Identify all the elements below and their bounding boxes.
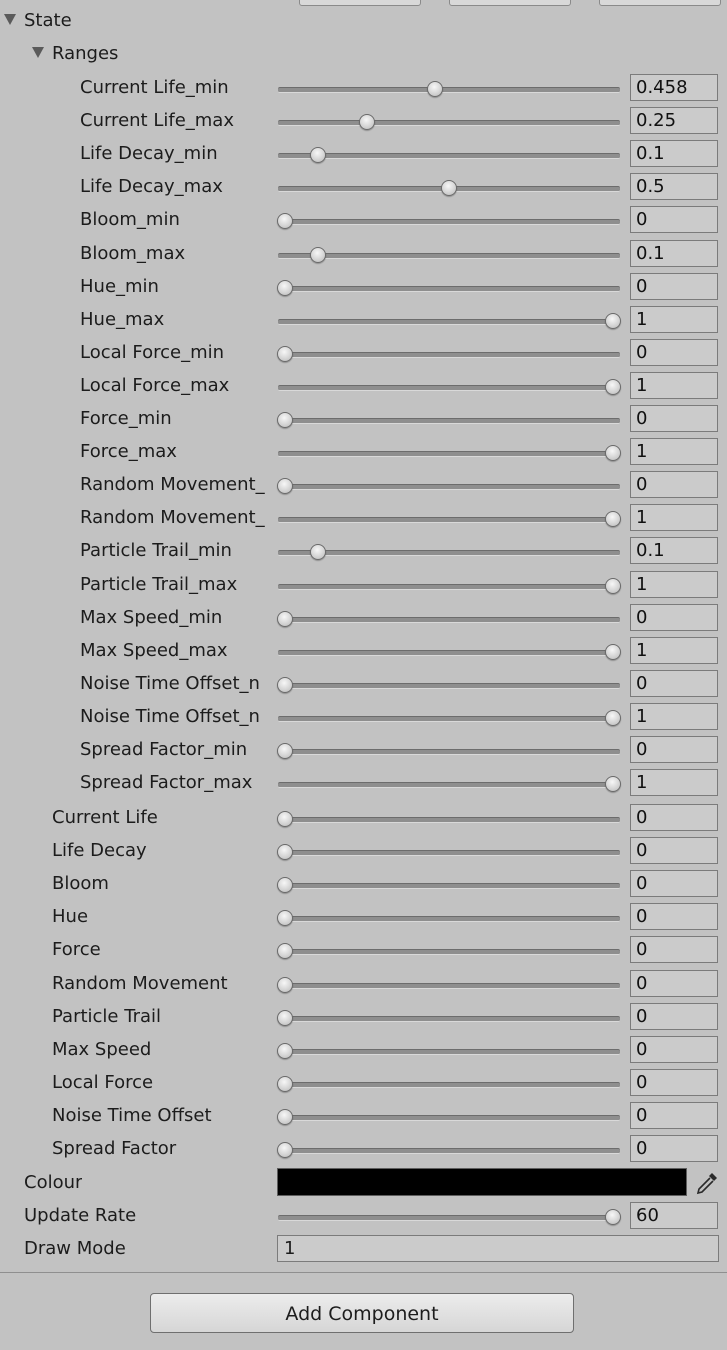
- value-item-slider-knob[interactable]: [277, 1010, 293, 1026]
- value-item-label: Random Movement: [52, 972, 228, 994]
- value-item-slider-knob[interactable]: [277, 1142, 293, 1158]
- range-item-label: Hue_max: [80, 308, 165, 330]
- range-item-field[interactable]: 1: [630, 372, 718, 399]
- value-item-slider-knob[interactable]: [277, 811, 293, 827]
- range-item-slider-knob[interactable]: [441, 180, 457, 196]
- range-item-row: [0, 105, 727, 138]
- value-item-slider-knob[interactable]: [277, 1043, 293, 1059]
- range-item-row: [0, 701, 727, 734]
- range-item-slider-knob[interactable]: [605, 313, 621, 329]
- value-item-row: [0, 901, 727, 934]
- value-item-slider-track[interactable]: [278, 817, 620, 823]
- range-item-field[interactable]: 0: [630, 670, 718, 697]
- range-item-slider-knob[interactable]: [277, 478, 293, 494]
- range-item-slider-track[interactable]: [278, 517, 620, 523]
- range-item-field[interactable]: 0.25: [630, 107, 718, 134]
- range-item-label: Max Speed_max: [80, 639, 228, 661]
- range-item-label: Noise Time Offset_n: [80, 672, 260, 694]
- range-item-slider-knob[interactable]: [605, 379, 621, 395]
- range-item-slider-track[interactable]: [278, 550, 620, 556]
- value-item-label: Local Force: [52, 1071, 154, 1093]
- value-item-slider-track[interactable]: [278, 1115, 620, 1121]
- eyedropper-icon[interactable]: [694, 1170, 720, 1196]
- range-item-label: Noise Time Offset_n: [80, 705, 260, 727]
- range-item-field[interactable]: 0: [630, 736, 718, 763]
- range-item-slider-track[interactable]: [278, 87, 620, 93]
- range-item-slider-track[interactable]: [278, 319, 620, 325]
- range-item-row: [0, 602, 727, 635]
- range-item-row: [0, 635, 727, 668]
- value-item-row: [0, 1034, 727, 1067]
- value-item-slider-track[interactable]: [278, 883, 620, 889]
- range-item-row: [0, 767, 727, 800]
- range-item-row: [0, 668, 727, 701]
- value-item-slider-track[interactable]: [278, 850, 620, 856]
- value-item-slider-knob[interactable]: [277, 877, 293, 893]
- range-item-field[interactable]: 1: [630, 504, 718, 531]
- range-item-slider-track[interactable]: [278, 782, 620, 788]
- range-item-slider-knob[interactable]: [605, 578, 621, 594]
- value-item-slider-knob[interactable]: [277, 943, 293, 959]
- range-item-field[interactable]: 1: [630, 306, 718, 333]
- range-item-label: Random Movement_: [80, 474, 265, 496]
- draw-mode-field[interactable]: 1: [277, 1235, 719, 1262]
- range-item-row: [0, 469, 727, 502]
- value-item-field[interactable]: 0: [630, 804, 718, 831]
- range-item-slider-track[interactable]: [278, 683, 620, 689]
- range-item-row: [0, 72, 727, 105]
- update-rate-label: Update Rate: [24, 1205, 137, 1226]
- range-item-slider-knob[interactable]: [277, 412, 293, 428]
- value-item-row: [0, 934, 727, 967]
- value-item-row: [0, 1100, 727, 1133]
- foldout-arrow-icon[interactable]: [4, 14, 16, 25]
- range-item-row: [0, 238, 727, 271]
- range-item-field[interactable]: 0.1: [630, 537, 718, 564]
- range-item-row: [0, 403, 727, 436]
- update-rate-slider-knob[interactable]: [605, 1209, 621, 1225]
- range-item-label: Current Life_min: [80, 77, 229, 98]
- range-item-slider-track[interactable]: [278, 617, 620, 623]
- range-item-row: [0, 337, 727, 370]
- colour-row: [0, 1167, 727, 1200]
- range-item-label: Force_min: [80, 408, 172, 429]
- range-item-row: [0, 370, 727, 403]
- value-item-row: [0, 868, 727, 901]
- range-item-slider-knob[interactable]: [310, 544, 326, 560]
- range-item-slider-track[interactable]: [278, 219, 620, 225]
- range-item-label: Particle Trail_min: [80, 540, 232, 562]
- range-item-slider-track[interactable]: [278, 253, 620, 259]
- draw-mode-label: Draw Mode: [24, 1238, 126, 1259]
- range-item-slider-knob[interactable]: [310, 247, 326, 263]
- add-component-button[interactable]: Add Component: [150, 1293, 574, 1333]
- range-item-field[interactable]: 0.1: [630, 240, 718, 267]
- value-item-slider-track[interactable]: [278, 916, 620, 922]
- value-item-row: [0, 1067, 727, 1100]
- range-item-label: Force_max: [80, 441, 177, 463]
- value-item-row: [0, 1133, 727, 1166]
- range-item-slider-knob[interactable]: [277, 677, 293, 693]
- range-item-field[interactable]: 1: [630, 769, 718, 796]
- range-item-slider-track[interactable]: [278, 584, 620, 590]
- range-item-slider-track[interactable]: [278, 650, 620, 656]
- range-item-label: Random Movement_: [80, 507, 265, 529]
- range-item-label: Bloom_min: [80, 209, 180, 231]
- range-item-slider-knob[interactable]: [605, 445, 621, 461]
- range-item-slider-knob[interactable]: [277, 213, 293, 229]
- value-item-row: [0, 968, 727, 1001]
- value-item-field[interactable]: 0: [630, 936, 718, 963]
- range-item-slider-track[interactable]: [278, 385, 620, 391]
- state-label: State: [24, 10, 72, 31]
- range-item-field[interactable]: 1: [630, 637, 718, 664]
- range-item-slider-track[interactable]: [278, 286, 620, 292]
- value-item-label: Noise Time Offset: [52, 1104, 212, 1126]
- value-item-label: Bloom: [52, 873, 109, 895]
- range-item-slider-track[interactable]: [278, 716, 620, 722]
- range-item-slider-knob[interactable]: [359, 114, 375, 130]
- range-item-label: Local Force_min: [80, 341, 225, 363]
- value-item-slider-track[interactable]: [278, 983, 620, 989]
- range-item-field[interactable]: 0: [630, 339, 718, 366]
- value-item-row: [0, 802, 727, 835]
- range-item-field[interactable]: 1: [630, 703, 718, 730]
- range-item-slider-knob[interactable]: [605, 644, 621, 660]
- value-item-row: [0, 1001, 727, 1034]
- value-item-slider-knob[interactable]: [277, 1109, 293, 1125]
- update-rate-field[interactable]: 60: [630, 1202, 718, 1229]
- range-item-slider-knob[interactable]: [605, 511, 621, 527]
- range-item-field[interactable]: 0: [630, 604, 718, 631]
- value-item-field[interactable]: 0: [630, 970, 718, 997]
- range-item-label: Bloom_max: [80, 242, 186, 264]
- ranges-foldout[interactable]: [0, 38, 727, 71]
- range-item-row: [0, 436, 727, 469]
- range-item-slider-knob[interactable]: [277, 280, 293, 296]
- range-item-label: Spread Factor_min: [80, 739, 248, 760]
- range-item-label: Current Life_max: [80, 110, 234, 132]
- value-item-field[interactable]: 0: [630, 1003, 718, 1030]
- value-item-label: Hue: [52, 906, 89, 928]
- range-item-field[interactable]: 1: [630, 438, 718, 465]
- range-item-row: [0, 734, 727, 767]
- value-item-label: Force: [52, 939, 101, 961]
- range-item-row: [0, 502, 727, 535]
- value-item-field[interactable]: 0: [630, 903, 718, 930]
- range-item-label: Local Force_max: [80, 374, 230, 396]
- range-item-field[interactable]: 0: [630, 471, 718, 498]
- range-item-slider-track[interactable]: [278, 120, 620, 126]
- value-item-field[interactable]: 0: [630, 870, 718, 897]
- range-item-label: Spread Factor_max: [80, 772, 253, 794]
- draw-mode-row: [0, 1233, 727, 1266]
- range-item-label: Life Decay_min: [80, 143, 218, 165]
- value-item-slider-track[interactable]: [278, 1016, 620, 1022]
- range-item-row: [0, 171, 727, 204]
- range-item-field[interactable]: 0.5: [630, 173, 718, 200]
- ranges-label: Ranges: [52, 43, 119, 64]
- range-item-slider-knob[interactable]: [277, 346, 293, 362]
- range-item-slider-knob[interactable]: [427, 81, 443, 97]
- range-item-slider-track[interactable]: [278, 352, 620, 358]
- value-item-label: Particle Trail: [52, 1005, 162, 1027]
- colour-label: Colour: [24, 1172, 83, 1193]
- range-item-label: Max Speed_min: [80, 606, 223, 628]
- range-item-label: Hue_min: [80, 275, 159, 297]
- range-item-slider-knob[interactable]: [310, 147, 326, 163]
- range-item-row: [0, 204, 727, 237]
- range-item-slider-track[interactable]: [278, 484, 620, 490]
- range-item-slider-track[interactable]: [278, 749, 620, 755]
- value-item-slider-knob[interactable]: [277, 1076, 293, 1092]
- value-item-field[interactable]: 0: [630, 1102, 718, 1129]
- value-item-label: Max Speed: [52, 1038, 152, 1060]
- value-item-slider-track[interactable]: [278, 1082, 620, 1088]
- range-item-field[interactable]: 0: [630, 273, 718, 300]
- range-item-label: Life Decay_max: [80, 176, 223, 198]
- value-item-label: Spread Factor: [52, 1138, 177, 1159]
- range-item-slider-knob[interactable]: [277, 611, 293, 627]
- range-item-field[interactable]: 0: [630, 206, 718, 233]
- range-item-row: [0, 535, 727, 568]
- update-rate-slider-track[interactable]: [278, 1215, 620, 1221]
- value-item-label: Life Decay: [52, 840, 147, 862]
- colour-swatch[interactable]: [277, 1168, 687, 1196]
- value-item-slider-track[interactable]: [278, 1148, 620, 1154]
- value-item-slider-knob[interactable]: [277, 844, 293, 860]
- value-item-field[interactable]: 0: [630, 837, 718, 864]
- range-item-field[interactable]: 1: [630, 571, 718, 598]
- range-item-slider-track[interactable]: [278, 153, 620, 159]
- value-item-slider-knob[interactable]: [277, 910, 293, 926]
- value-item-label: Current Life: [52, 807, 158, 828]
- range-item-field[interactable]: 0.458: [630, 74, 718, 101]
- update-rate-row: [0, 1200, 727, 1233]
- range-item-row: [0, 569, 727, 602]
- range-item-row: [0, 138, 727, 171]
- range-item-row: [0, 304, 727, 337]
- range-item-label: Particle Trail_max: [80, 573, 238, 595]
- range-item-slider-knob[interactable]: [605, 776, 621, 792]
- value-item-slider-track[interactable]: [278, 949, 620, 955]
- value-item-field[interactable]: 0: [630, 1135, 718, 1162]
- divider: [0, 1272, 727, 1273]
- state-foldout[interactable]: [0, 5, 727, 38]
- value-item-row: [0, 835, 727, 868]
- range-item-field[interactable]: 0.1: [630, 140, 718, 167]
- value-item-field[interactable]: 0: [630, 1069, 718, 1096]
- range-item-field[interactable]: 0: [630, 405, 718, 432]
- value-item-field[interactable]: 0: [630, 1036, 718, 1063]
- range-item-slider-knob[interactable]: [277, 743, 293, 759]
- value-item-slider-track[interactable]: [278, 1049, 620, 1055]
- foldout-arrow-icon[interactable]: [32, 47, 44, 58]
- range-item-slider-knob[interactable]: [605, 710, 621, 726]
- range-item-row: [0, 271, 727, 304]
- value-item-slider-knob[interactable]: [277, 977, 293, 993]
- range-item-slider-track[interactable]: [278, 451, 620, 457]
- range-item-slider-track[interactable]: [278, 418, 620, 424]
